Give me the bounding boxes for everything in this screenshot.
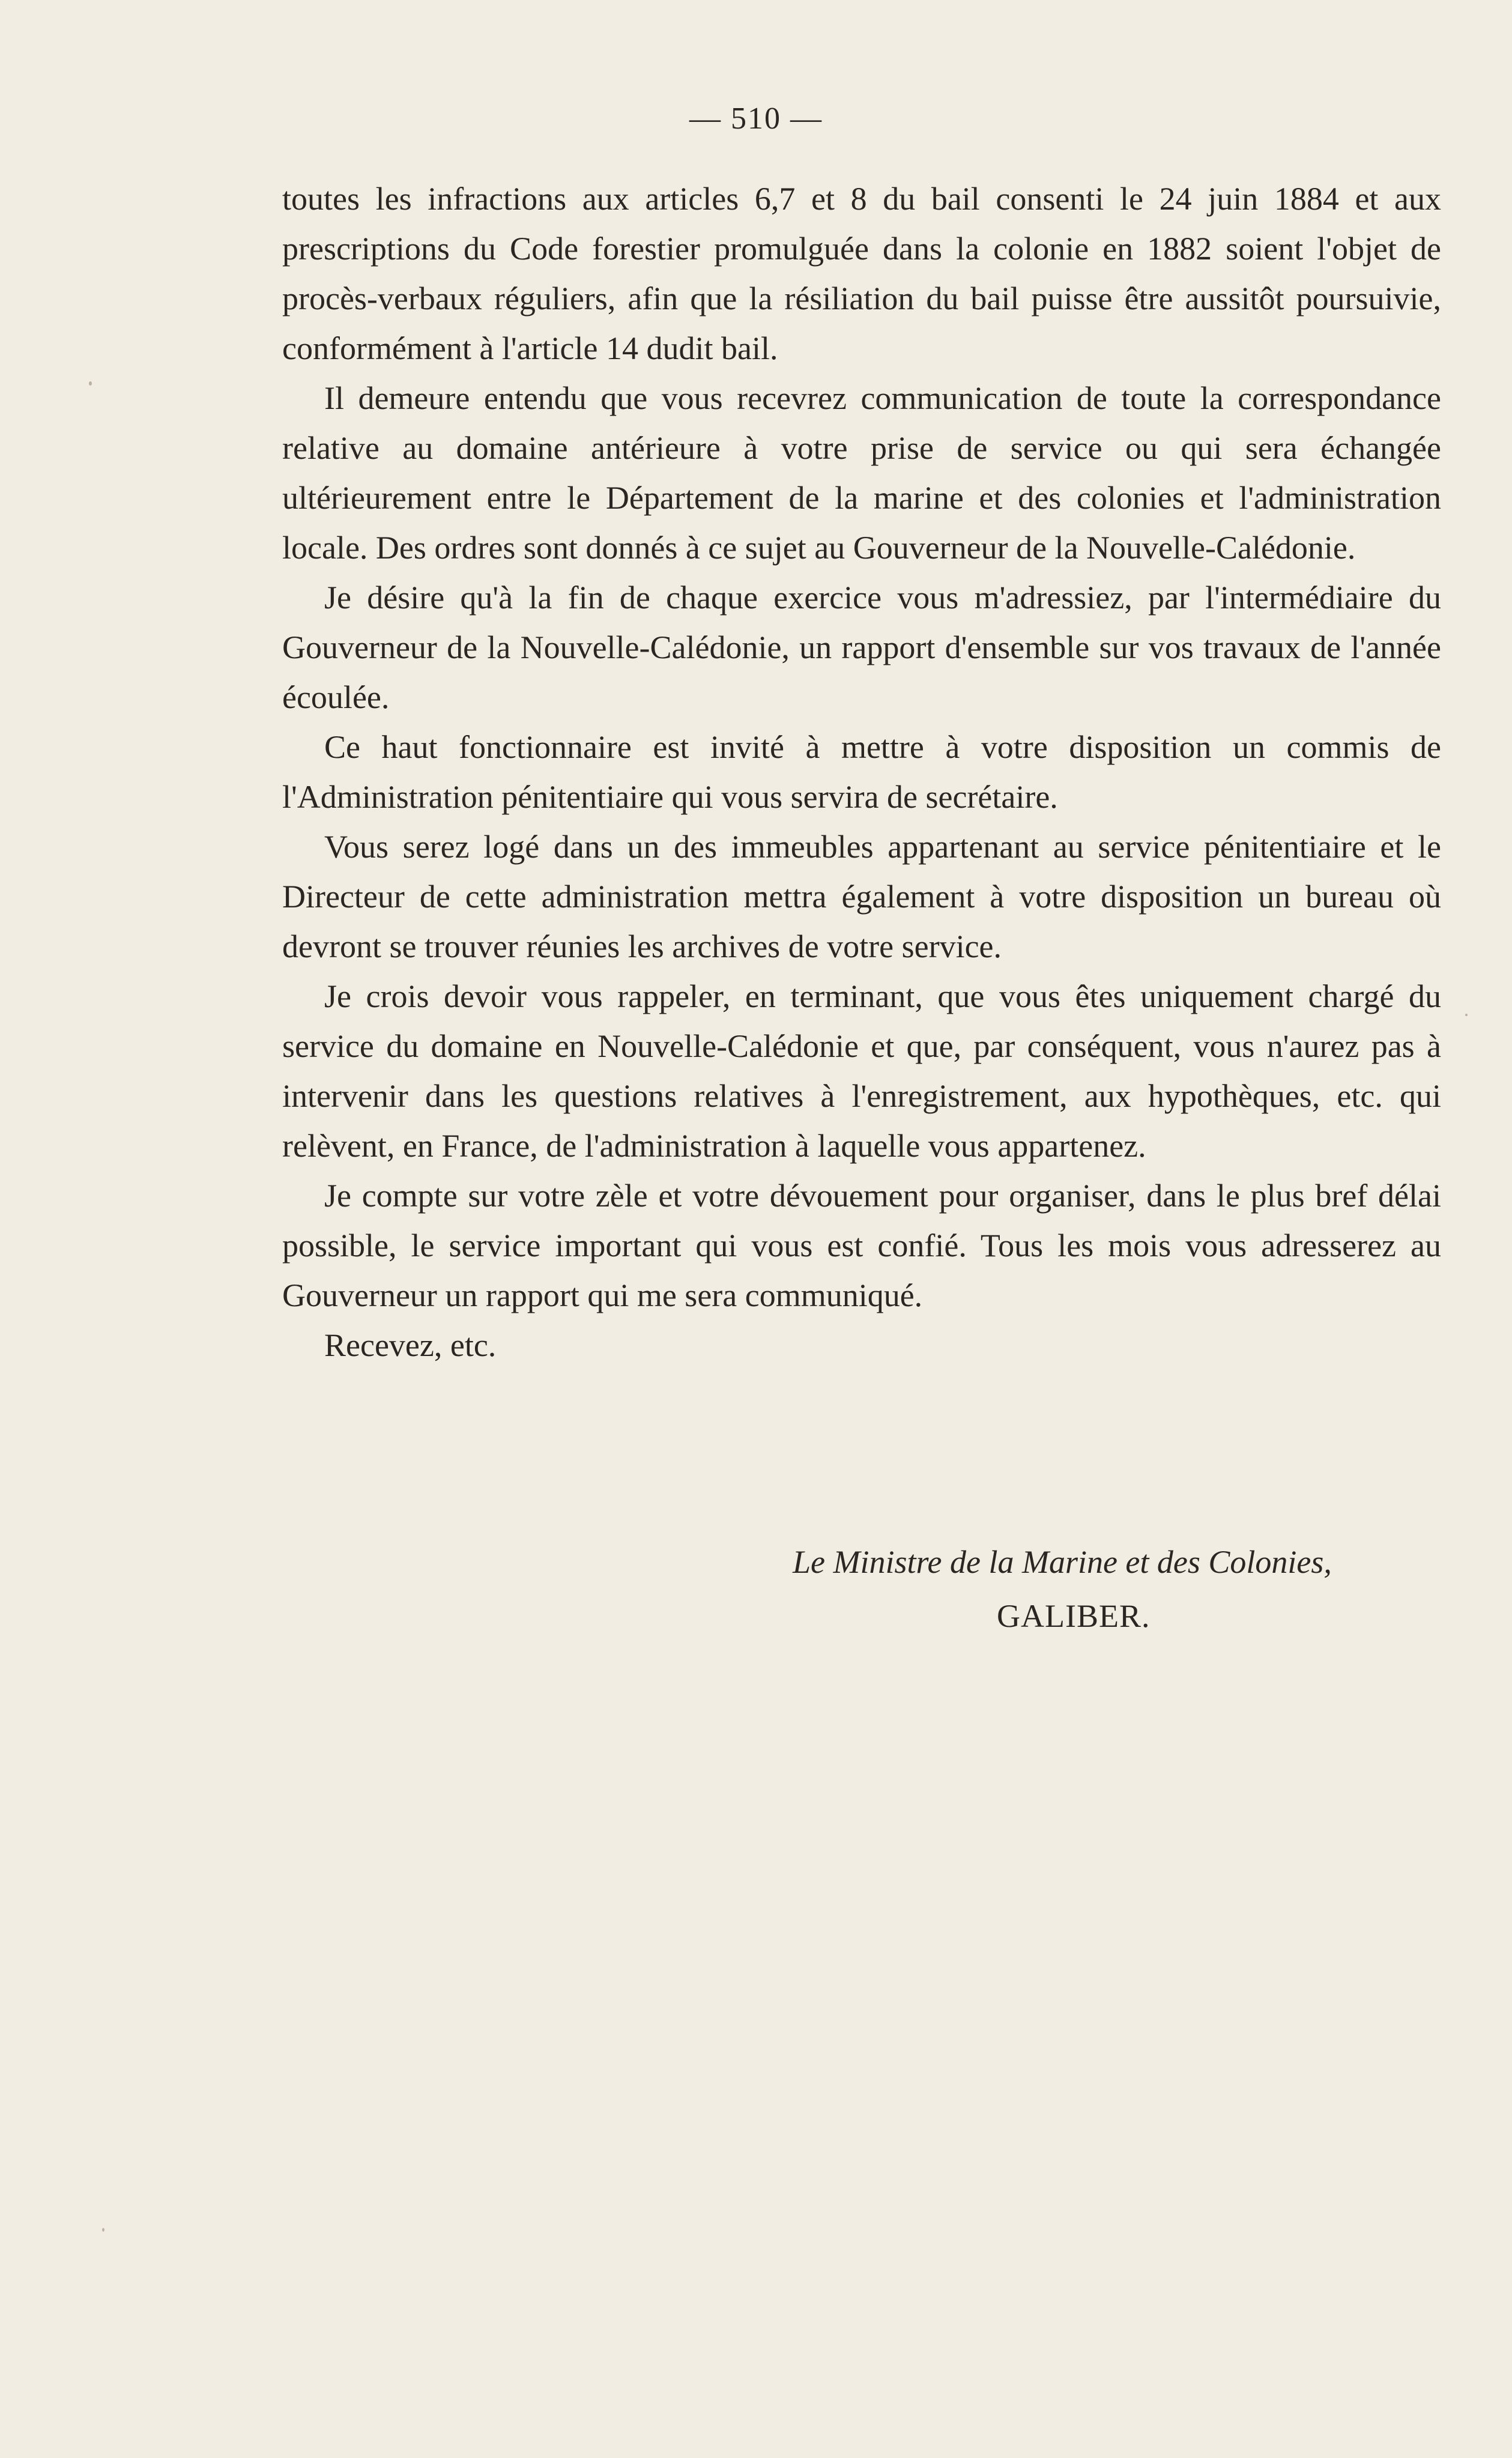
paragraph: Ce haut fonctionnaire est invité à mettre à votre disposition un commis de l'Administration pénitentiaire qui vous servira de secrétaire. [282,729,1441,815]
paper-speck [89,381,92,386]
page-number: — 510 — [689,101,823,136]
paper-speck [102,2228,104,2232]
signature-title: Le Ministre de la Marine et des Colonies, [793,1544,1332,1580]
paragraph: Recevez, etc. [324,1327,497,1363]
paragraph: Je crois devoir vous rappeler, en terminant, que vous êtes uniquement chargé du service du domaine en Nouvelle-Calédonie et que, par conséquent, vous n'aurez pas à intervenir dans les questions relatives à l'enregistrement, aux hypothèques, etc. qui relèvent, en France, de l'administration à laquelle vous appartenez. [282,978,1441,1164]
paragraph: Je compte sur votre zèle et votre dévouement pour organiser, dans le plus bref délai possible, le service important qui vous est confié. Tous les mois vous adresserez au Gouverneur un rapport qui me sera communiqué. [282,1178,1441,1313]
paper-speck [1465,1014,1468,1016]
paragraph: Je désire qu'à la fin de chaque exercice vous m'adressiez, par l'intermédiaire du Gouverneur de la Nouvelle-Calédonie, un rapport d'ensemble sur vos travaux de l'année écoulée. [282,580,1441,715]
paragraph: Vous serez logé dans un des immeubles appartenant au service pénitentiaire et le Directeur de cette administration mettra également à votre disposition un bureau où devront se trouver réunies les archives de votre service. [282,829,1441,964]
signature-name: GALIBER. [997,1598,1151,1634]
paragraph: toutes les infractions aux articles 6,7 et 8 du bail consenti le 24 juin 1884 et aux prescriptions du Code forestier promulguée dans la colonie en 1882 soient l'objet de procès-verbaux réguliers, afin que la résiliation du bail puisse être aussitôt poursuivie, conformément à l'article 14 dudit bail. [282,181,1441,366]
letter-body [282,174,1441,1370]
paragraph: Il demeure entendu que vous recevrez communication de toute la correspondance relative au domaine antérieure à votre prise de service ou qui sera échangée ultérieurement entre le Département de la marine et des colonies et l'administration locale. Des ordres sont donnés à ce sujet au Gouverneur de la Nouvelle-Calédonie. [282,380,1441,566]
